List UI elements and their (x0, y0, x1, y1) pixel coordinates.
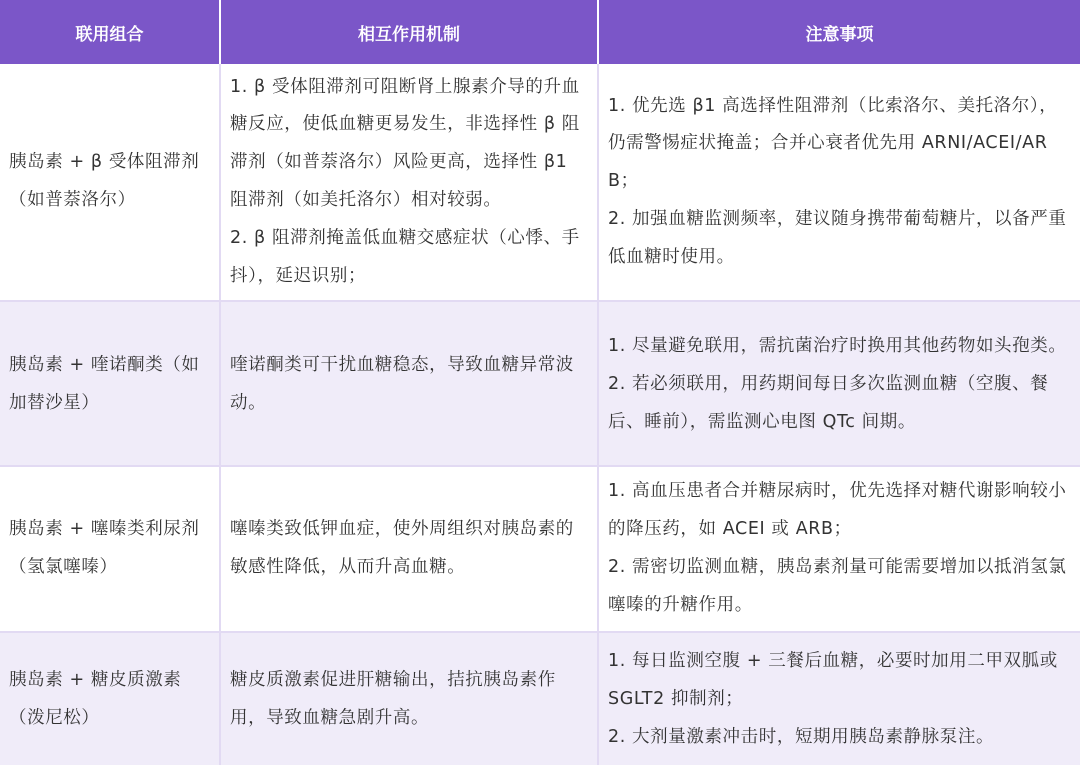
notes-paragraph: 1. 尽量避免联用，需抗菌治疗时换用其他药物如头孢类。 (608, 335, 1067, 356)
notes-cell (599, 302, 1080, 465)
notes-paragraph: 1. 每日监测空腹 + 三餐后血糖，必要时加用二甲双胍或 SGLT2 抑制剂； (608, 651, 1058, 709)
notes-paragraph: 1. 高血压患者合并糖尿病时，优先选择对糖代谢影响较小的降压药，如 ACEI 或 ARB； (608, 481, 1067, 540)
mechanism-cell (221, 467, 599, 631)
header-label: 联用组合 (75, 24, 144, 45)
combination-cell (0, 302, 221, 465)
notes-cell (599, 467, 1080, 631)
mechanism-paragraph: 噻嗪类致低钾血症，使外周组织对胰岛素的敏感性降低，从而升高血糖。 (230, 519, 574, 577)
mechanism-cell (221, 302, 599, 465)
mechanism-cell (221, 633, 599, 765)
header-cell-mechanism (221, 0, 599, 64)
combination-text: 胰岛素 + 喹诺酮类（如加替沙星） (9, 354, 200, 413)
combination-cell (0, 467, 221, 631)
combination-cell (0, 633, 221, 765)
combination-text: 胰岛素 + 噻嗪类利尿剂（氢氯噻嗪） (9, 519, 200, 577)
notes-paragraph: 2. 大剂量激素冲击时，短期用胰岛素静脉泵注。 (608, 727, 995, 747)
header-cell-combination (0, 0, 221, 64)
table-row (0, 467, 1080, 633)
notes-paragraph: 2. 若必须联用，用药期间每日多次监测血糖（空腹、餐后、睡前），需监测心电图 QTc 间期。 (608, 373, 1049, 432)
notes-paragraph: 2. 需密切监测血糖，胰岛素剂量可能需要增加以抵消氢氯噻嗪的升糖作用。 (608, 557, 1067, 615)
combination-text: 胰岛素 + β 受体阻滞剂（如普萘洛尔） (9, 152, 200, 210)
combination-cell (0, 64, 221, 300)
notes-cell (599, 64, 1080, 300)
mechanism-paragraph: 1. β 受体阻滞剂可阻断肾上腺素介导的升血糖反应，使低血糖更易发生，非选择性 β 阻滞剂（如普萘洛尔）风险更高，选择性 β1 阻滞剂（如美托洛尔）相对较弱。 (230, 76, 580, 210)
mechanism-cell (221, 64, 599, 300)
header-label: 注意事项 (805, 24, 874, 45)
notes-cell (599, 633, 1080, 765)
table-row (0, 302, 1080, 467)
notes-paragraph: 2. 加强血糖监测频率，建议随身携带葡萄糖片，以备严重低血糖时使用。 (608, 208, 1067, 267)
mechanism-paragraph: 糖皮质激素促进肝糖输出，拮抗胰岛素作用，导致血糖急剧升高。 (230, 670, 556, 728)
table-row (0, 633, 1080, 765)
table-row (0, 64, 1080, 302)
mechanism-paragraph: 喹诺酮类可干扰血糖稳态，导致血糖异常波动。 (230, 354, 574, 413)
header-cell-notes (599, 0, 1080, 64)
header-label: 相互作用机制 (358, 24, 460, 45)
mechanism-paragraph: 2. β 阻滞剂掩盖低血糖交感症状（心悸、手抖），延迟识别； (230, 227, 580, 286)
combination-text: 胰岛素 + 糖皮质激素（泼尼松） (9, 670, 182, 728)
notes-paragraph: 1. 优先选 β1 高选择性阻滞剂（比索洛尔、美托洛尔），仍需警惕症状掩盖；合并心衰者优先用 ARNI/ACEI/ARB； (608, 95, 1058, 192)
table-header (0, 0, 1080, 64)
